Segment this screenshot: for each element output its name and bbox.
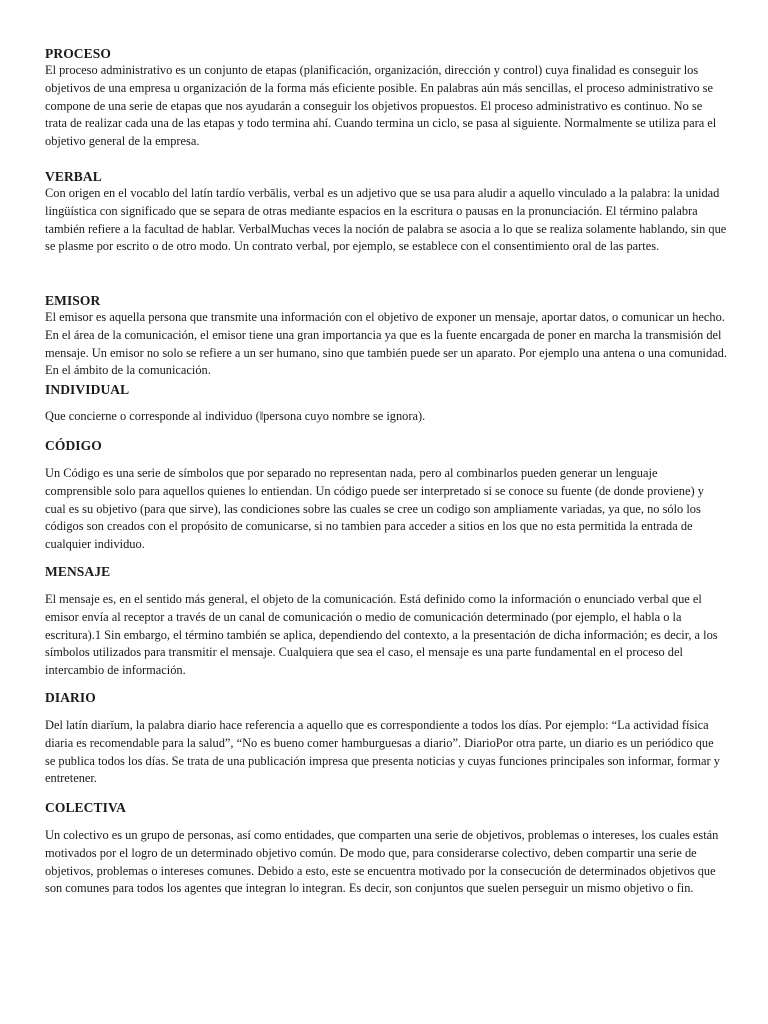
section-codigo	[45, 437, 727, 554]
section-colectiva	[45, 799, 727, 898]
section-paragraph: El proceso administrativo es un conjunto de etapas (planificación, organización, dirección y control) cuya finalidad es conseguir los objetivos de una empresa u organización de la forma más eficiente posible. En palabras aún más sencillas, el proceso administrativo se compone de una serie de etapas que nos ayudarán a conseguir los objetivos propuestos. El proceso administrativo es continuo. No se trata de realizar cada una de las etapas y todo termina ahí. Cuando termina un ciclo, se pasa al siguiente. Normalmente se utiliza para el objetivo general de la empresa.	[45, 63, 717, 149]
section-diario	[45, 689, 727, 788]
section-heading: VERBAL	[45, 169, 102, 184]
section-heading: MENSAJE	[45, 564, 111, 579]
section-heading: DIARIO	[45, 690, 96, 705]
section-heading: CÓDIGO	[45, 438, 102, 453]
section-paragraph: El mensaje es, en el sentido más general, el objeto de la comunicación. Está definido como la información o enunciado verbal que el emisor envía al receptor a través de un canal de comunicación o medio de comunicación determinado (por ejemplo, el habla o la escritura).1 Sin embargo, el término también se aplica, dependiendo del contexto, a la presentación de dicha información; es decir, a los símbolos utilizados para transmitir el mensaje. Cualquiera que sea el caso, el mensaje es una parte fundamental en el proceso del intercambio de información.	[45, 592, 718, 678]
section-heading: INDIVIDUAL	[45, 382, 130, 397]
section-paragraph: Del latín diarĭum, la palabra diario hace referencia a aquello que es correspondiente a todos los días. Por ejemplo: “La actividad física diaria es recomendable para la salud”, “No es bueno comer hamburguesas a diario”. DiarioPor otra parte, un diario es un periódico que se publica todos los días. Se trata de una publicación impresa que presenta noticias y cuyas funciones principales son informar, formar y entretener.	[45, 718, 720, 786]
section-paragraph: Un Código es una serie de símbolos que por separado no representan nada, pero al combinarlos pueden generar un lenguaje comprensible solo para aquellos quienes lo entiendan. Un código puede ser interpretado si se conoce su fuente (de donde proviene) y cual es su objetivo (para que sirve), las condiciones sobre las cuales se cree un codigo son ampliamente variadas, ya que, no sólo los códigos son creados con el propósito de comunicarse, si no tambien para acceder a sitios en los que no esta permitida la entrada de cualquier individuo.	[45, 466, 704, 552]
section-emisor	[45, 292, 727, 380]
section-heading: EMISOR	[45, 293, 101, 308]
section-heading: COLECTIVA	[45, 800, 126, 815]
section-mensaje	[45, 563, 727, 680]
section-paragraph: Un colectivo es un grupo de personas, así como entidades, que comparten una serie de objetivos, problemas o intereses, los cuales están motivados por el logro de un determinado objetivo común. De modo que, para considerarse colectivo, deben compartir una serie de objetivos, problemas o intereses comunes. Debido a esto, este se encuentra motivado por la consecución de determinados objetivos que son comunes para todos los agentes que integran lo integran. Es decir, son conjuntos que suelen perseguir un mismo objetivo o fin.	[45, 828, 719, 896]
section-heading: PROCESO	[45, 46, 111, 61]
section-individual	[45, 381, 727, 426]
section-paragraph: El emisor es aquella persona que transmite una información con el objetivo de exponer un mensaje, aportar datos, o comunicar un hecho. En el área de la comunicación, el emisor tiene una gran importancia ya que es la fuente encargada de poner en marcha la transmisión del mensaje. Un emisor no solo se refiere a un ser humano, sino que también puede ser un aparato. Por ejemplo una antena o una comunidad. En el ámbito de la comunicación.	[45, 310, 727, 378]
section-paragraph: Que concierne o corresponde al individuo (‖persona cuyo nombre se ignora).	[45, 409, 426, 423]
section-paragraph: Con origen en el vocablo del latín tardío verbālis, verbal es un adjetivo que se usa para aludir a aquello vinculado a la palabra: la unidad lingüística con significado que se separa de otras mediante espacios en la escritura o pausas en la pronunciación. El término palabra también refiere a la facultad de hablar. VerbalMuchas veces la noción de palabra se asocia a lo que se realiza solamente hablando, sin que se plasme por escrito o de otro modo. Un contrato verbal, por ejemplo, se establece con el consentimiento oral de las partes.	[45, 186, 727, 254]
section-proceso	[45, 45, 727, 151]
section-verbal	[45, 168, 727, 256]
